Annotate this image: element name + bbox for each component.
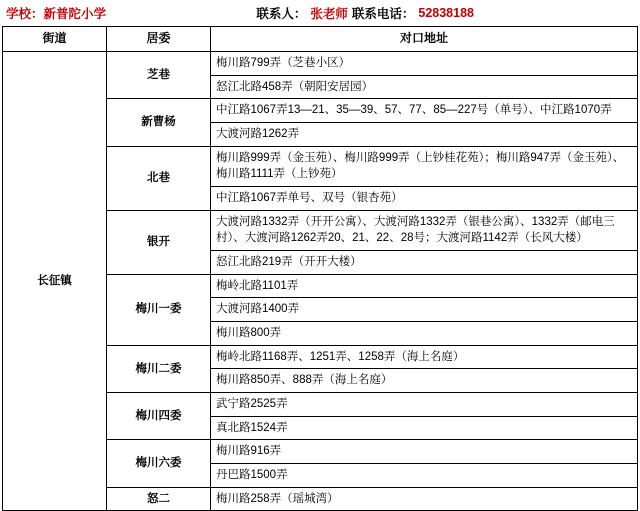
address-cell: 武宁路2525弄 [211,393,638,417]
table-header-row [3,27,638,52]
school-label: 学校：新普陀小学 [6,7,107,21]
contact-info [256,4,634,22]
committee-cell: 怒二 [107,487,211,511]
column-header-street: 街道 [3,27,107,52]
committee-cell: 北巷 [107,146,211,210]
address-cell: 怒江北路219弄（开开大楼） [211,251,638,275]
phone-value: 52838188 [418,6,474,20]
committee-cell: 新曹杨 [107,99,211,146]
address-cell: 梅川路916弄 [211,440,638,464]
column-header-committee: 居委 [107,27,211,52]
table-row [3,52,638,76]
address-cell: 怒江北路458弄（朝阳安居园） [211,75,638,99]
enrollment-table [2,26,638,511]
address-cell: 梅川路850弄、888弄（海上名庭） [211,369,638,393]
address-cell: 梅川路800弄 [211,322,638,346]
address-cell: 大渡河路1262弄 [211,123,638,147]
address-cell: 梅岭北路1101弄 [211,274,638,298]
committee-cell: 梅川一委 [107,274,211,345]
column-header-address: 对口地址 [211,27,638,52]
address-cell: 大渡河路1332弄（开开公寓）、大渡河路1332弄（银巷公寓）、1332弄（邮电三村）、大渡河路1262弄20、21、22、28号；大渡河路1142弄（长风大楼） [211,210,638,250]
address-cell: 中江路1067弄单号、双号（银杏苑） [211,187,638,211]
address-cell: 梅川路258弄（瑶城湾） [211,487,638,511]
address-cell: 真北路1524弄 [211,416,638,440]
address-cell: 中江路1067弄13—21、35—39、57、77、85—227号（单号）、中江路1070弄 [211,99,638,123]
address-cell: 大渡河路1400弄 [211,298,638,322]
committee-cell: 芝巷 [107,52,211,99]
document-header [0,0,640,26]
committee-cell: 银开 [107,210,211,274]
address-cell: 梅川路799弄（芝巷小区） [211,52,638,76]
committee-cell: 梅川六委 [107,440,211,487]
phone-label: 联系电话： [351,7,415,21]
committee-cell: 梅川二委 [107,345,211,392]
contact-label: 联系人： [256,7,307,21]
address-cell: 梅川路999弄（金玉苑）、梅川路999弄（上钞桂花苑）；梅川路947弄（金玉苑）、梅川路1111弄（上钞苑） [211,146,638,186]
address-cell: 丹巴路1500弄 [211,464,638,488]
street-cell: 长征镇 [3,52,107,511]
address-cell: 梅岭北路1168弄、1251弄、1258弄（海上名庭） [211,345,638,369]
contact-name: 张老师 [310,7,348,21]
committee-cell: 梅川四委 [107,393,211,440]
